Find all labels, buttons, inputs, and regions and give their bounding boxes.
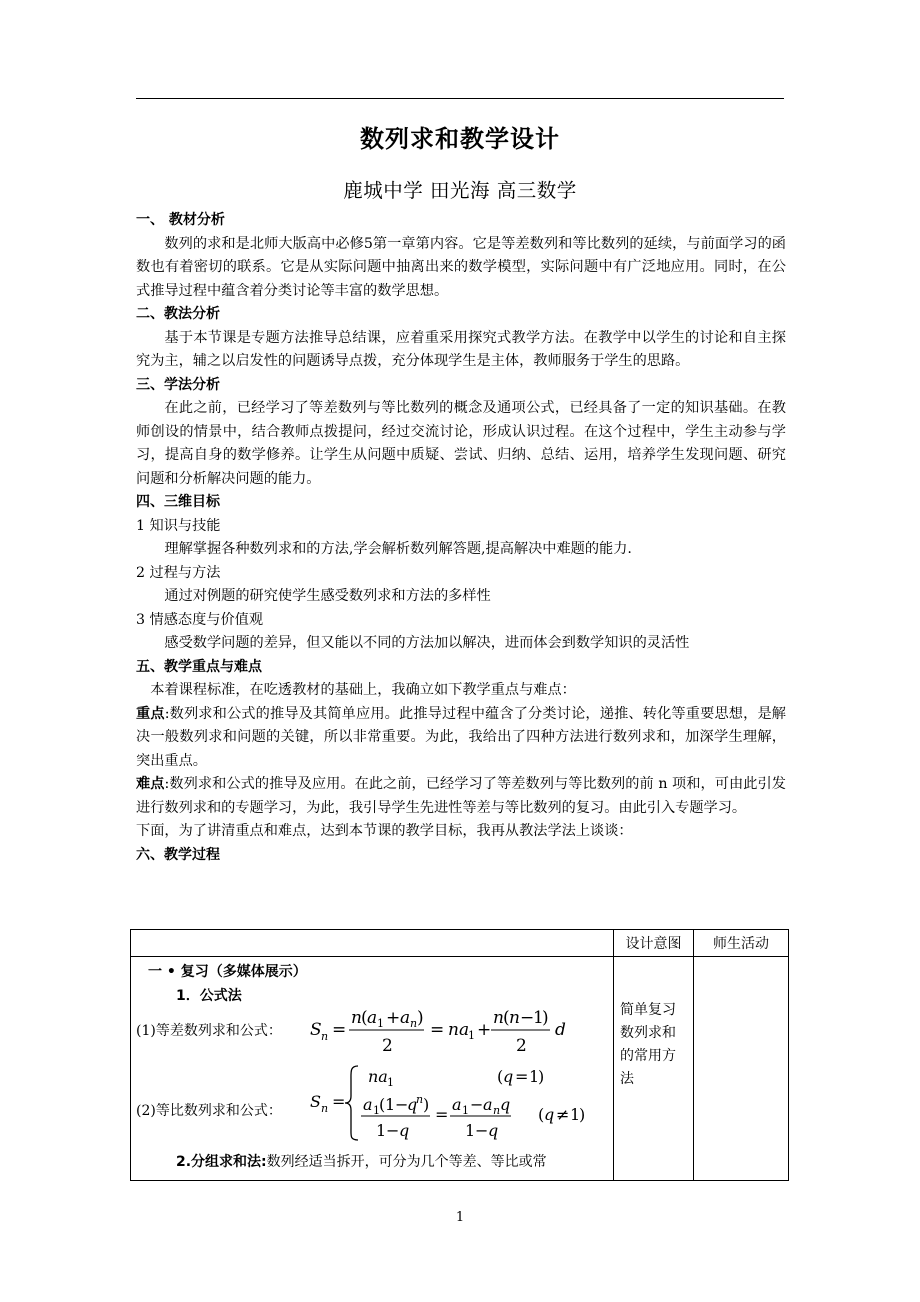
svg-text:na: na bbox=[448, 1020, 470, 1040]
difficulty-text: :数列求和公式的推导及应用。在此之前，已经学习了等差数列与等比数列的前 n 项和，可由此引发进行数列求和的专题学习，为此，我引导学生先进性等差与等比数列的复习。由此引入专题学习。 bbox=[136, 776, 786, 816]
svg-text:): ) bbox=[542, 1008, 549, 1028]
geometric-sum-formula bbox=[306, 1062, 606, 1144]
table-col-divider-2 bbox=[693, 929, 694, 1181]
svg-text:=: = bbox=[430, 1020, 445, 1040]
geometric-sum-label: (2)等比数列求和公式： bbox=[136, 1103, 282, 1119]
svg-text:S: S bbox=[310, 1020, 322, 1040]
svg-text:+: + bbox=[386, 1008, 401, 1028]
difficulty-label: 难点 bbox=[136, 776, 165, 792]
difficulty-paragraph bbox=[136, 773, 786, 820]
svg-text:): ) bbox=[423, 1095, 430, 1114]
document-body bbox=[136, 209, 786, 867]
svg-text:=: = bbox=[435, 1105, 449, 1124]
review-title: 一 • 复习（多媒体展示） bbox=[148, 964, 307, 980]
svg-text:1: 1 bbox=[387, 1076, 394, 1089]
svg-text:q: q bbox=[500, 1095, 511, 1114]
header-design-intent: 设计意图 bbox=[625, 936, 682, 952]
svg-text:d: d bbox=[555, 1020, 566, 1040]
svg-text:1: 1 bbox=[570, 1105, 581, 1124]
table-header-divider bbox=[130, 956, 789, 957]
table-col-divider-1 bbox=[613, 929, 614, 1181]
svg-text:≠: ≠ bbox=[556, 1105, 570, 1124]
svg-text:1: 1 bbox=[385, 1095, 396, 1114]
svg-text:q: q bbox=[503, 1067, 514, 1086]
svg-text:a: a bbox=[483, 1095, 493, 1114]
svg-text:1: 1 bbox=[529, 1067, 540, 1086]
goal-3-title: 3 情感态度与价值观 bbox=[136, 611, 264, 628]
svg-text:1: 1 bbox=[533, 1008, 544, 1028]
teaching-process-table bbox=[130, 929, 789, 1181]
goal-1-title: 1 知识与技能 bbox=[136, 517, 221, 534]
section-heading-4: 四、三维目标 bbox=[136, 494, 220, 510]
section-5-intro: 本着课程标准，在吃透教材的基础上，我确立如下教学重点与难点： bbox=[150, 682, 576, 698]
section-heading-3: 三、学法分析 bbox=[136, 376, 220, 393]
svg-text:n: n bbox=[351, 1008, 362, 1028]
svg-text:n: n bbox=[321, 1030, 329, 1043]
goal-2-title: 2 过程与方法 bbox=[136, 564, 221, 581]
document-subtitle: 鹿城中学 田光海 高三数学 bbox=[343, 179, 577, 202]
svg-text:a: a bbox=[363, 1095, 373, 1114]
svg-text:a: a bbox=[367, 1008, 378, 1028]
header-teacher-student-activity: 师生活动 bbox=[713, 936, 769, 952]
svg-text:−: − bbox=[475, 1121, 489, 1140]
svg-text:q: q bbox=[399, 1121, 410, 1140]
svg-text:(: ( bbox=[538, 1105, 545, 1124]
goal-3-text: 感受数学问题的差异，但又能以不同的方法加以解决，进而体会到数学知识的灵活性 bbox=[164, 635, 690, 651]
svg-text:1: 1 bbox=[376, 1121, 387, 1140]
svg-text:q: q bbox=[488, 1121, 499, 1140]
svg-text:1: 1 bbox=[377, 1017, 384, 1030]
svg-text:1: 1 bbox=[468, 1029, 475, 1042]
svg-text:−: − bbox=[386, 1121, 400, 1140]
svg-text:q: q bbox=[407, 1095, 418, 1114]
key-point-label: 重点 bbox=[136, 705, 165, 722]
svg-text:n: n bbox=[493, 1008, 504, 1028]
section-heading-5: 五、教学重点与难点 bbox=[136, 658, 262, 675]
table-border-left bbox=[130, 929, 131, 1181]
svg-text:(: ( bbox=[361, 1008, 368, 1028]
svg-text:(: ( bbox=[503, 1008, 510, 1028]
section-heading-2: 二、教法分析 bbox=[136, 306, 220, 322]
section-heading-1: 一、 教材分析 bbox=[136, 212, 225, 228]
svg-text:=: = bbox=[515, 1067, 529, 1086]
svg-text:1: 1 bbox=[465, 1121, 476, 1140]
svg-text:(: ( bbox=[379, 1095, 386, 1114]
transition-sentence: 下面，为了讲清重点和难点，达到本节课的教学目标，我再从教法学法上谈谈： bbox=[136, 823, 633, 839]
svg-text:1: 1 bbox=[373, 1104, 380, 1117]
svg-text:−: − bbox=[520, 1008, 535, 1028]
svg-text:n: n bbox=[321, 1102, 329, 1115]
section-paragraph-3: 在此之前，已经学习了等差数列与等比数列的概念及通项公式，已经具备了一定的知识基础。在教师创设的情景中，结合教师点拨提问，经过交流讨论，形成认识过程。在这个过程中，学生主动参与学习，提高自身的数学修养。让学生从问题中质疑、尝试、归纳、总结、运用，培养学生发现问题、研究问题和分析解决问题的能力。 bbox=[136, 400, 786, 487]
section-paragraph-1: 数列的求和是北师大版高中必修5第一章第内容。它是等差数列和等比数列的延续，与前面学习的函数也有着密切的联系。它是从实际问题中抽离出来的数学模型，实际问题中有广泛地应用。同时，在公式推导过程中蕴含着分类讨论等丰富的数学思想。 bbox=[136, 235, 786, 299]
svg-text:+: + bbox=[477, 1020, 492, 1040]
svg-text:−: − bbox=[470, 1095, 484, 1114]
page-number: 1 bbox=[455, 1210, 465, 1225]
key-point-paragraph bbox=[136, 703, 786, 774]
svg-text:): ) bbox=[579, 1105, 586, 1124]
goal-2-text: 通过对例题的研究使学生感受数列求和方法的多样性 bbox=[164, 588, 491, 604]
method-grouping-text: 数列经适当拆开，可分为几个等差、等比或常 bbox=[266, 1154, 547, 1170]
svg-text:−: − bbox=[395, 1095, 409, 1114]
svg-text:S: S bbox=[310, 1092, 321, 1111]
svg-text:(: ( bbox=[497, 1067, 504, 1086]
arithmetic-sum-label: (1)等差数列求和公式： bbox=[136, 1023, 282, 1039]
table-border-top bbox=[130, 929, 789, 930]
section-paragraph-2: 基于本节课是专题方法推导总结课，应着重采用探究式教学方法。在教学中以学生的讨论和自主探究为主，辅之以启发性的问题诱导点拨，充分体现学生是主体，教师服务于学生的思路。 bbox=[136, 329, 786, 369]
arithmetic-sum-formula bbox=[306, 1001, 576, 1057]
svg-text:2: 2 bbox=[382, 1036, 393, 1056]
goal-1-text: 理解掌握各种数列求和的方法,学会解析数列解答题,提高解决中难题的能力. bbox=[164, 541, 632, 557]
design-intent-note: 简单复习数列求和的常用方法 bbox=[620, 1002, 676, 1087]
svg-text:na: na bbox=[368, 1067, 388, 1086]
svg-text:2: 2 bbox=[516, 1036, 527, 1056]
header-rule bbox=[136, 98, 784, 99]
section-heading-6: 六、教学过程 bbox=[136, 846, 220, 863]
svg-text:): ) bbox=[417, 1008, 424, 1028]
method-formula: 1．公式法 bbox=[176, 988, 242, 1004]
svg-text:a: a bbox=[400, 1008, 411, 1028]
svg-text:n: n bbox=[509, 1008, 520, 1028]
svg-text:1: 1 bbox=[462, 1104, 469, 1117]
method-grouping-label: 2.分组求和法: bbox=[176, 1154, 267, 1170]
table-border-right bbox=[788, 929, 789, 1181]
svg-text:): ) bbox=[538, 1067, 545, 1086]
svg-text:q: q bbox=[544, 1105, 555, 1124]
method-grouping bbox=[176, 1151, 547, 1171]
svg-text:n: n bbox=[410, 1017, 418, 1030]
table-border-bottom bbox=[130, 1180, 789, 1181]
svg-text:=: = bbox=[332, 1020, 347, 1040]
svg-text:n: n bbox=[416, 1093, 424, 1106]
svg-text:n: n bbox=[493, 1104, 501, 1117]
document-title: 数列求和教学设计 bbox=[360, 125, 560, 153]
svg-text:=: = bbox=[332, 1092, 346, 1111]
key-point-text: :数列求和公式的推导及其简单应用。此推导过程中蕴含了分类讨论，递推、转化等重要思想，是解决一般数列求和问题的关键，所以非常重要。为此，我给出了四种方法进行数列求和，加深学生理解，突出重点。 bbox=[136, 705, 786, 769]
svg-text:a: a bbox=[452, 1095, 462, 1114]
